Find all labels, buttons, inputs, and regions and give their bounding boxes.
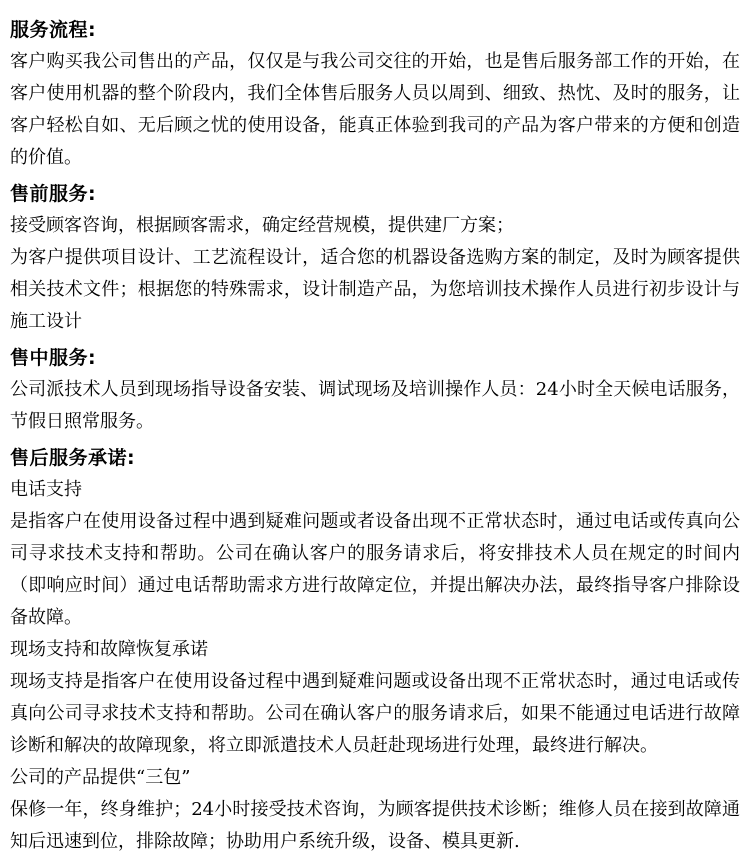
document-content [10,14,740,851]
body-paragraph: 接受顾客咨询，根据顾客需求，确定经营规模，提供建厂方案； [10,215,514,236]
body-paragraph: 客户购买我公司售出的产品，仅仅是与我公司交往的开始，也是售后服务部工作的开始，在客户使用机器的整个阶段内，我们全体售后服务人员以周到、细致、热忱、及时的服务，让客户轻松自如、无后顾之忧的使用设备，能真正体验到我司的产品为客户带来的方便和创造的价值。 [10,51,740,168]
body-paragraph: 保修一年，终身维护；24小时接受技术咨询，为顾客提供技术诊断；维修人员在接到故障通知后迅速到位，排除故障；协助用户系统升级，设备、模具更新. [10,799,740,851]
body-paragraph: 公司派技术人员到现场指导设备安装、调试现场及培训操作人员：24小时全天候电话服务，节假日照常服务。 [10,379,740,432]
body-paragraph: 是指客户在使用设备过程中遇到疑难问题或者设备出现不正常状态时，通过电话或传真向公司寻求技术支持和帮助。公司在确认客户的服务请求后，将安排技术人员在规定的时间内（即响应时间）通过电话帮助需求方进行故障定位，并提出解决办法，最终指导客户排除设备故障。 [10,511,740,628]
section-heading: 售中服务: [10,347,97,369]
section-heading: 售前服务: [10,183,97,205]
body-paragraph: 现场支持和故障恢复承诺 [10,639,208,660]
body-paragraph: 现场支持是指客户在使用设备过程中遇到疑难问题或设备出现不正常状态时，通过电话或传真向公司寻求技术支持和帮助。公司在确认客户的服务请求后，如果不能通过电话进行故障诊断和解决的故障现象，将立即派遣技术人员赶赴现场进行处理，最终进行解决。 [10,671,740,756]
body-paragraph: 为客户提供项目设计、工艺流程设计，适合您的机器设备选购方案的制定，及时为顾客提供相关技术文件；根据您的特殊需求，设计制造产品，为您培训技术操作人员进行初步设计与施工设计 [10,247,740,332]
section-heading: 售后服务承诺: [10,447,136,469]
body-paragraph: 公司的产品提供“三包” [10,767,191,788]
body-paragraph: 电话支持 [10,479,82,500]
section-heading: 服务流程: [10,19,97,41]
